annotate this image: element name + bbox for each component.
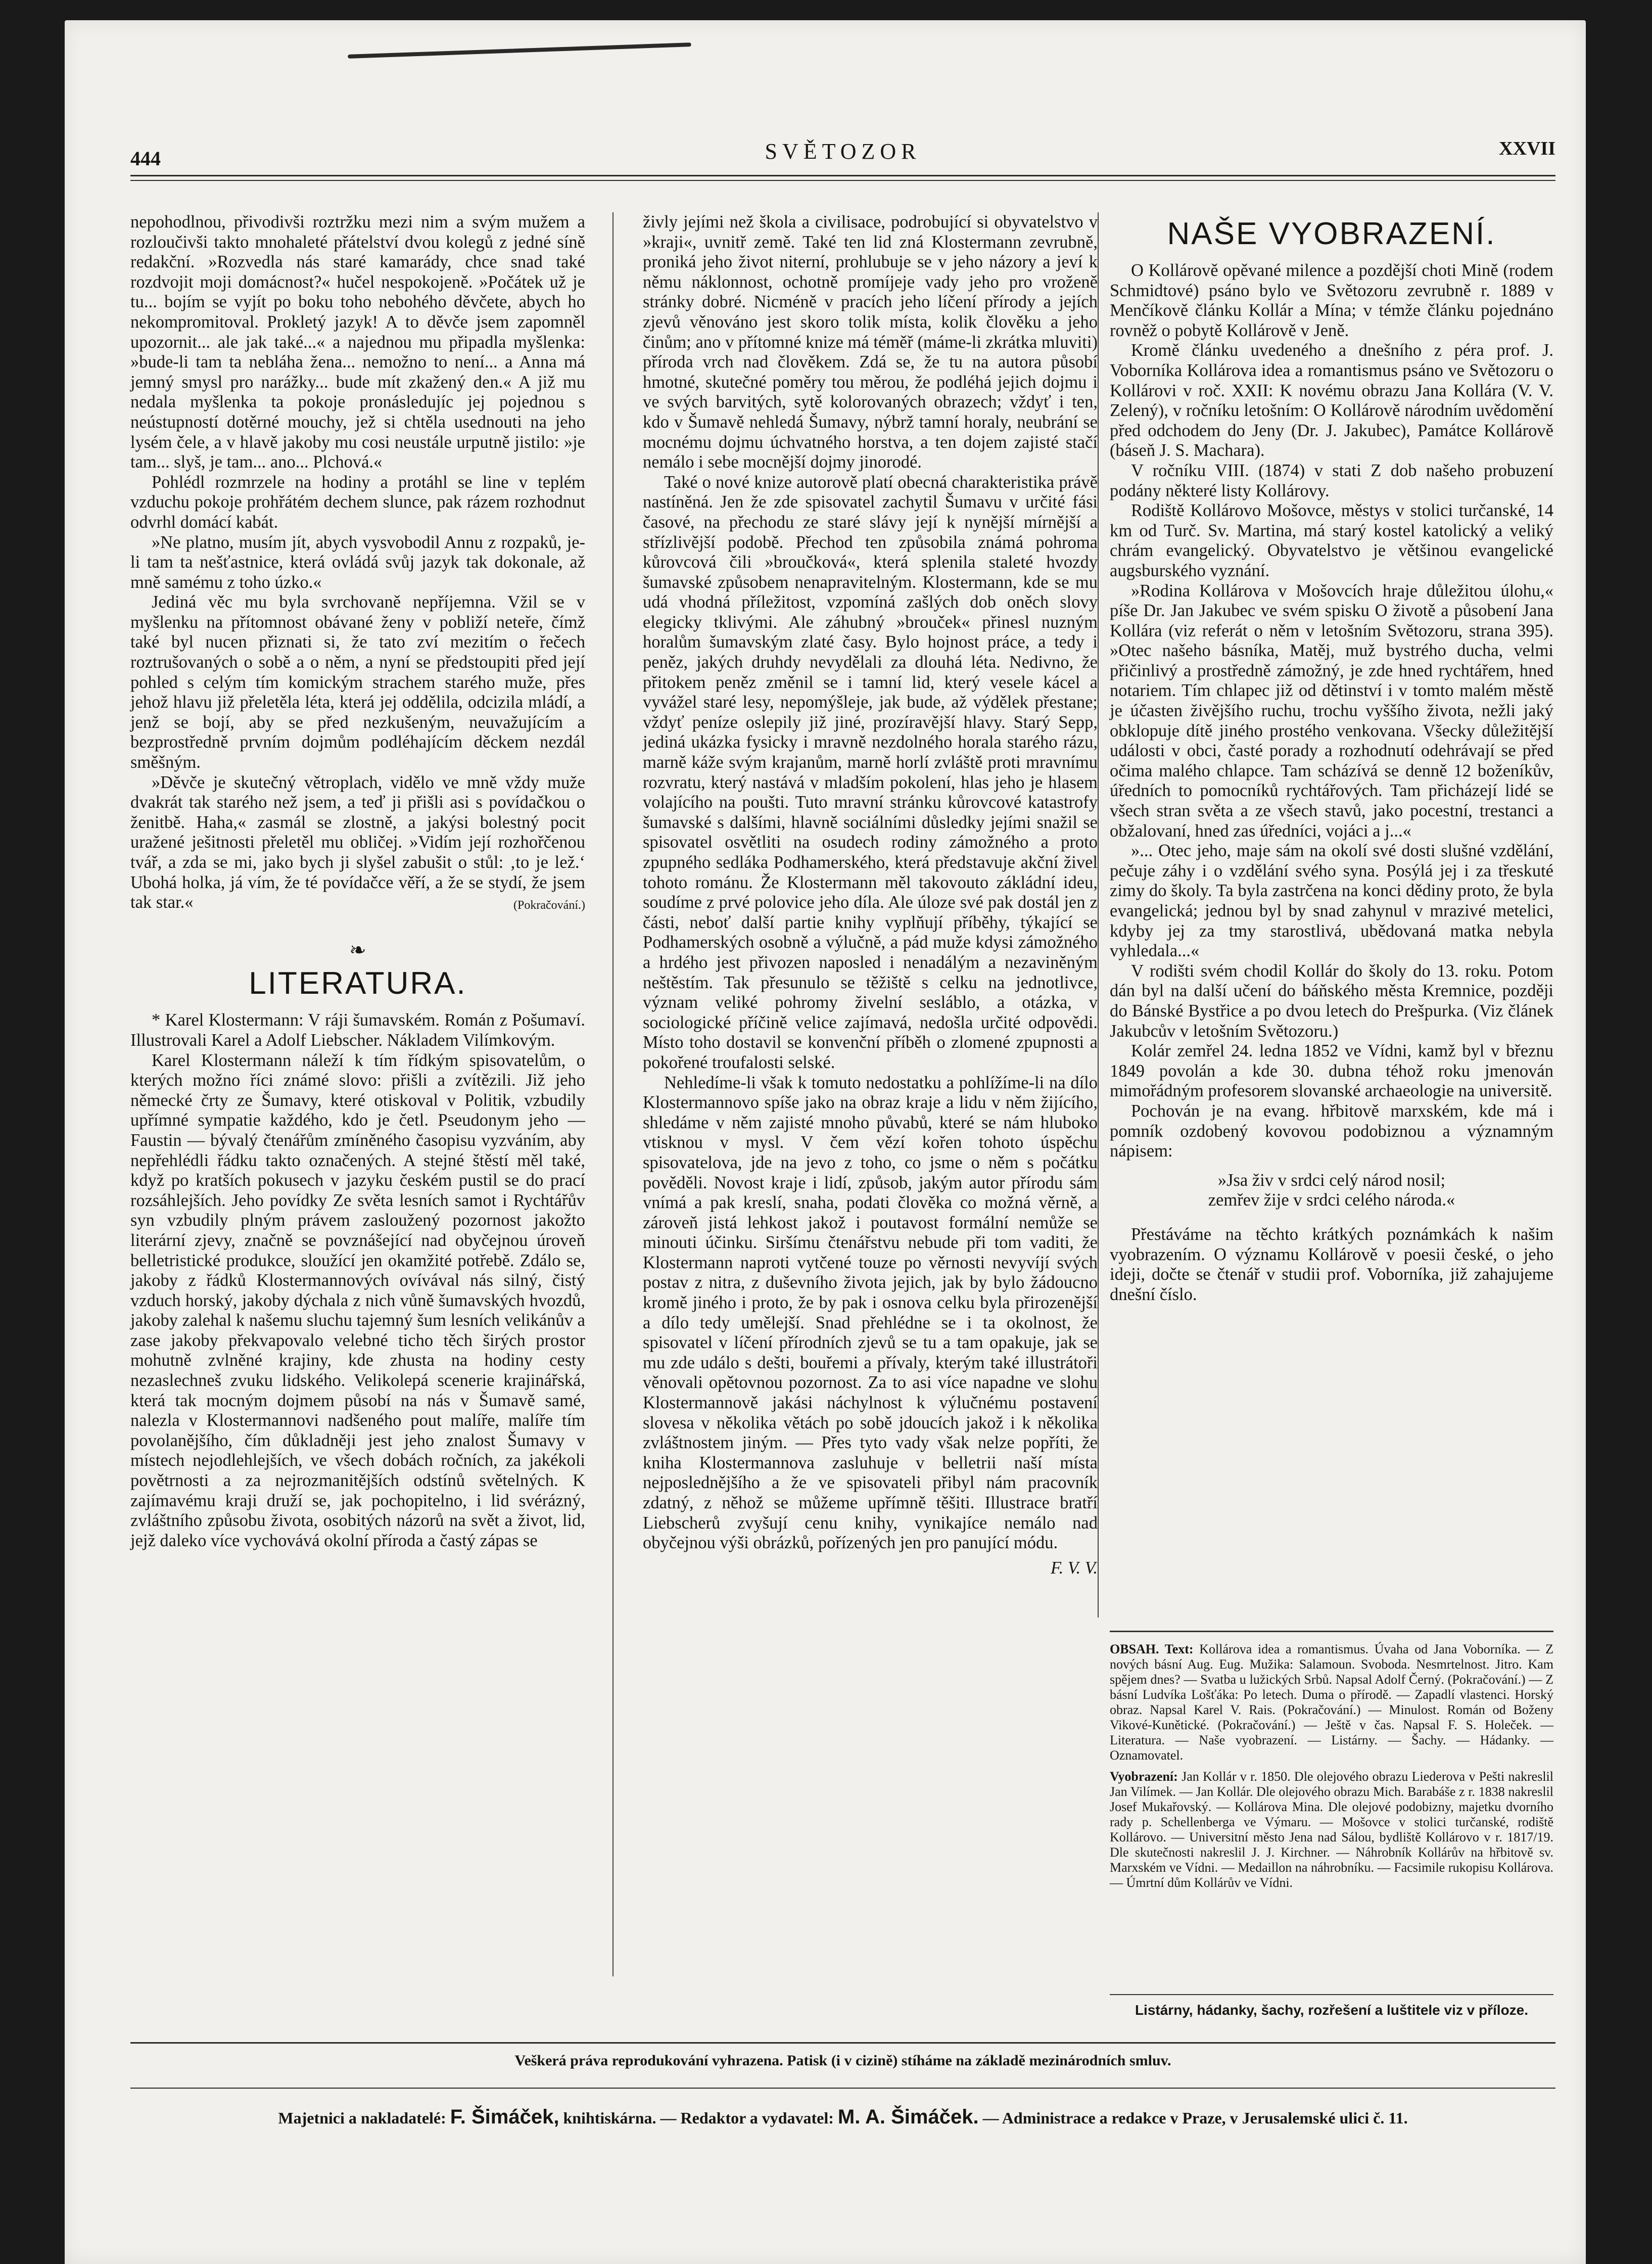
- contents-list: Kollárova idea a romantismus. Úvaha od Jana Voborníka. — Z nových básní Aug. Eug. Mužika: Salamoun. Svoboda. Nesmrtelnost. Jitro. Kam spějem dnes? — Svatba u lužických Srbů. Napsal Adolf Černý. (Pokračování.) — Z básní Ludvíka Lošťáka: Po letech. Duma o přírodě. — Zapadlí vlastenci. Horský obraz. Napsal Karel V. Rais. (Pokračování.) — Minulost. Román od Boženy Vikové-Kunětické. (Pokračování.) — Ještě v čas. Napsal F. S. Holeček. — Literatura. — Naše vyobrazení. — Listárny. — Šachy. — Hádanky. — Oznamovatel.: [1110, 1642, 1554, 1763]
- left-paragraph: nepohodlnou, přivodivši roztržku mezi nim a svým mužem a rozloučivši takto mnohaleté přátelství dvou kolegů z jedné síně redakční. »Rozvedla nás staré kamarády, chce snad také rozdvojit moji domácnost?« hučel nespokojeně. »Počátek už je tu... bojím se vyjít po boku toho nebohého děvčete, abych ho nekompromitoval. Prokletý jazyk! A to děvče jsem zapomněl upozornit... ale jak také...« a najednou mu připadla myšlenka: »bude-li tam ta nebláha žena... nemožno to není... a Anna má jemný smysl pro narážky... bude mít zkažený den.« A již mu nedala myšlenka ta pokoje pronásledujíc jej pojednou s neústupností dotěrné mouchy, jež si chtěla usednouti na jeho lysém čele, a v hlavě jakoby mu cosi neustále urputně jistilo: »je tam... slyš, je tam... ano... Plchová.«: [130, 212, 585, 472]
- address: — Administrace a redakce v Praze, v Jerusalemské ulici č. 11.: [982, 2109, 1408, 2127]
- column-divider-right: [1098, 212, 1099, 1618]
- page-number: 444: [130, 147, 161, 170]
- review-paragraph: Karel Klostermann náleží k tím řídkým spisovatelům, o kterých možno říci známé slovo: přišli a zvítězili. Již jeho německé črty ze Šumavy, které otiskoval v Politik, vzbudily upřímné sympatie každého, kdo je četl. Pseudonym jeho — Faustin — bývalý čtenářům zmíněného časopisu vyzváním, aby nepřehlédli řádku takto označených. A stejné štěstí měl také, když po kratších pokusech v jazyku českém pustil se do prací rozsáhlejších. Jeho povídky Ze světa lesních samot i Rychtářův syn vzbudily plným právem zasloužený pozornost jakožto literární zjevy, značně se povznášející nad obyčejnou úroveň belletristické produkce, sloužící jen okamžité potřebě. Zdálo se, jakoby z řádků Klostermannových ovívával nás silný, čistý vzduch horský, jakoby dýchala z nich vůně šumavských hvozdů, jakoby zalehal k našemu sluchu tajemný šum lesních velikánův a zase jakoby překvapovalo velebné ticho těch širých prostor mohutně zvlněné krajiny, kde zhusta na hodiny cesty nezaslechneš zvuku lidského. Velikolepá scenerie krajinářská, která tak mocným dojmem působí na nás v Šumavě samé, nalezla v Klostermannovi nadšeného pout malíře, malíře tím povolanějšího, čím důkladněji jest jeho znalost Šumavy v místech nejodlehlejších, ve všech dobách ročních, za jakékoli povětrnosti a za nejrozmanitějších odstínů světelných. K zajímavému kraji druží se, jak pochopitelno, i lid svérázný, zvláštního způsobu života, osobitých názorů na svět a život, lid, jejž daleko více vychovává okolní příroda a častý zápas se: [130, 1050, 585, 1550]
- illustration-paragraph: »Rodina Kollárova v Mošovcích hraje důležitou úlohu,« píše Dr. Jan Jakubec ve svém spisku O životě a působení Jana Kollára (viz referát o něm v letošním Světozoru, strana 395). »Otec našeho básníka, Matěj, muž bystrého ducha, velmi přičinlivý a prostředně zámožný, je zde hned rychtářem, hned notariem. Tím chlapec již od dětinství i v tomto malém městě je účasten živějšího ruchu, trochu vyššího života, nežli jaký obklopuje dítě jiného prostého venkovana. Všecky důležitější události v obci, časté porady a rozhodnutí odehrávají se před očima malého chlapce. Tam scházívá se denně 12 boženíkův, úředních to pomocníků rychtářových. Tam přicházejí lidé se všech stran světa a ze všech stavů, jako pocestní, trestanci a obžalovaní, hned zas úředníci, vojáci a j...«: [1110, 581, 1553, 841]
- left-paragraph: »Ne platno, musím jít, abych vysvobodil Annu z rozpaků, je-li tam ta nešťastnice, která ovládá svůj jazyk tak dokonale, až mně samému z toho úzko.«: [130, 532, 585, 592]
- header-rule-thin: [130, 180, 1555, 181]
- contents-rule: [1110, 1631, 1553, 1632]
- publisher-rest: knihtiskárna. — Redaktor a vydavatel:: [563, 2109, 834, 2127]
- publisher-label: Majetnici a nakladatelé:: [278, 2109, 446, 2127]
- publisher-name: F. Šimáček,: [450, 2106, 559, 2128]
- page-header: [130, 130, 1555, 171]
- illustration-paragraph: V ročníku VIII. (1874) v stati Z dob našeho probuzení podány některé listy Kollárovy.: [1110, 460, 1553, 500]
- contents-label: OBSAH. Text:: [1110, 1642, 1194, 1656]
- supplement-note: Listárny, hádanky, šachy, rozřešení a luštitele viz v příloze.: [1135, 2002, 1529, 2018]
- contents-text: [1110, 1642, 1553, 1763]
- continuation-note: (Pokračování.): [513, 899, 585, 912]
- middle-column: [643, 212, 1098, 1578]
- illustration-paragraph: »... Otec jeho, maje sám na okolí své dosti slušné vzdělání, pečuje záhy i o vzdělání svého syna. Posýlá jej i za třeskuté zimy do školy. Ta byla zastrčena na konci dědiny proto, že byla evangelická; jednou byl by snad zahynul v mrazivé meteliсi, kdyby jej za tmy starostlivá, ubědovaná matka nebyla vyhledala...«: [1110, 841, 1553, 961]
- closing-paragraph: Přestáváme na těchto krátkých poznámkách k našim vyobrazením. O významu Kollárově v poesii české, o jeho ideji, dočte se čtenář v studii prof. Voborníka, již zahajujeme dnešní číslo.: [1110, 1224, 1553, 1304]
- left-paragraph-text: »Děvče je skutečný větroplach, vidělo ve mně vždy muže dvakrát tak starého než jsem, a teď ji přišli asi s povídačkou o ženitbě. Haha,« zasmál se zlostně, a jakýsi bolestný pocit uražené ješitnosti přeletěl mu obličej. »Vidím její rozhořčenou tvář, a zda se mi, jako bych ji slyšel zabušit o stůl: ‚to je lež.‘ Ubohá holka, já vím, že té povídačce věří, a že se stydí, že jsem tak star.«: [130, 772, 585, 912]
- review-paragraph: živly jejími než škola a civilisace, podrobující si obyvatelstvo v »kraji«, uvnitř země. Také ten lid zná Klostermann zevrubně, proniká jeho život niterní, prohlubuje se v jeho názory a jeví k němu náklonnost, ochotně promíjeje vady jeho pro vroženě stránky dobré. Nicméně v pracích jeho líčení přírody a jejích zjevů věnováno jest skoro tolik místa, kolik člověku a jeho činům; ano v přítomné knize má téměř (máme-li zkrátka mluviti) příroda vrch nad člověkem. Zdá se, že tu na autora působí hmotné, skutečné poměry tou měrou, že podléhá jejich dojmu i ve svých barvitých, sytě kolorovaných obrazech; vždyť i ten, kdo v Šumavě nehledá Šumavy, nýbrž tamní horaly, neubrání se mocnému dojmu úchvatného horstva, a ten dojem zajisté stačí nemálo i sebe mocnější dojmy jinorodé.: [643, 212, 1098, 472]
- footer-rule-top: [130, 2042, 1555, 2044]
- editor-name: M. A. Šimáček.: [837, 2106, 979, 2128]
- fleuron-ornament: ❧: [349, 938, 366, 961]
- left-paragraph: Jediná věc mu byla svrchovaně nepříjemna. Vžil se v myšlenku na přítomnost obávané ženy v pobliží neteře, čímž také byl nucen přiznati si, že tato zví mezitím o řečech roztrušovaných o sobě a o něm, a nyní se předstoupiti před její pohled s celým tím komickým strachem starého muže, přes jehož hlavu již přeletěla léta, která jej oddělila, odcizila mládí, a jenž se bojí, aby se před nezkušeným, neuvažujícím a bezprostředně prvním dojmům podléhajícím děckem nezdál směšným.: [130, 592, 585, 772]
- left-column: [130, 212, 585, 1551]
- illustration-paragraph: Kolár zemřel 24. ledna 1852 ve Vídni, kamž byl v březnu 1849 povolán a kde 30. dubna téhož roku jmenován mimořádným profesorem slovanské archaeologie na universitě.: [1110, 1041, 1553, 1101]
- right-column: [1110, 212, 1553, 1305]
- epitaph-line: zemřev žije v srdci celého národa.«: [1208, 1190, 1455, 1210]
- illustration-paragraph: Rodiště Kollárovo Mošovce, městys v stolici turčanské, 14 km od Turč. Sv. Martina, má starý kostel katolický a veliký chrám evangelický. Obyvatelstvo je většinou evangelické augsburského vyznání.: [1110, 501, 1553, 580]
- contents-bottom-rule: [1110, 1994, 1553, 1995]
- review-signature: F. V. V.: [1050, 1558, 1098, 1578]
- nase-vyobrazeni-heading: NAŠE VYOBRAZENÍ.: [1167, 216, 1496, 251]
- footer-rule-mid: [130, 2088, 1555, 2089]
- review-paragraph: Také o nové knize autorově platí obecná charakteristika právě nastíněná. Jen že zde spisovatel zachytil Šumavu v určité fási časové, na přechodu ze staré slávy její k nynější mírnější a střízlivější podobě. Přechod ten způsobila známá pohroma kůrovcová čili »broučková«, která splenila staleté hvozdy šumavské způsobem nenapravitelným. Klostermann, kde se mu udá vhodná příležitost, vzpomíná zašlých dob oněch slovy elegicky tklivými. Ale záhubný »brouček« přinesl nuzným horalům šumavským zlaté časy. Bylo hojnost práce, a tedy i peněz, jakých druhdy nevydělali za dlouhá léta. Nedivno, že přitokem peněz změnil se i tamní lid, který vesele kácel a vyvážel staré lesy, nepomýšleje, jak bude, až výdělek přestane; vždyť peníze oslepily již jiné, prozíravější hlavy. Starý Sepp, jediná ukázka fysicky i mravně nezdolného horala starého rázu, marně káže svým krajanům, marně horlí zvláště proti mravnímu rozvratu, který nastává v mladším pokolení, hlas jeho je hlasem volajícího na poušti. Tuto mravní stránku kůrovcové katastrofy šumavské s dalšími, hlavně sociálními důsledky jejími snažil se spisovatel osvětliti na osudech rodiny zámožného a proto zpupného sedláka Podhamerského, která představuje akční živel tohoto románu. Že Klostermann měl takovouto zákládní ideu, soudíme z prvé polovice jeho díla. Ale úloze své pak dostál jen z části, neboť další partie knihy vyplňují příběhy, týkající se Podhamerských osobně a výlučně, a pád muže kdysi zámožného a hrdého jest přivozen naposled i nenadálým a nezaviněným neštěstím. Tak přesunulo se těžiště s celku na jednotlivce, význam veliké pohromy živelní sesláblo, a otázka, v sociologické příčině velice zajímavá, nedošla určité odpovědi. Místo toho dostavil se konvenční příběh o zlomené zpupnosti a pokořené troufalosti selské.: [643, 472, 1098, 1072]
- epitaph-line: »Jsa živ v srdci celý národ nosil;: [1217, 1170, 1446, 1190]
- images-label: Vyobrazení:: [1110, 1769, 1178, 1784]
- book-citation: * Karel Klostermann: V ráji šumavském. Román z Pošumaví. Illustrovali Karel a Adolf Liebscher. Nákladem Vilímkovým.: [130, 1010, 585, 1050]
- illustration-paragraph: Kromě článku uvedeného a dnešního z péra prof. J. Voborníka Kollárova idea a romantismus psáno ve Světozoru o Kollárovi v roč. XXII: K novému obrazu Jana Kollára (V. V. Zelený), v ročníku letošním: O Kollárově národním uvědomění před odchodem do Jeny (Dr. J. Jakubec), Památce Kollárově (báseň J. S. Machara).: [1110, 341, 1553, 460]
- review-paragraph: Nehledíme-li však k tomuto nedostatku a pohlížíme-li na dílo Klostermannovo spíše jako na obraz kraje a lidu v něm žijícího, shledáme v něm zajisté mnoho půvabů, které se nám hluboko vtisknou v mysl. V čem vězí kořen tohoto úspěchu spisovatelova, jde na jevo z toho, co jsme o něm s počátku pověděli. Novost kraje i lidí, způsob, jakým autor přírodu sám vnímá a pak kreslí, snaha, podati člověka co možná věrně, a zároveň jistá lehkost jakož i poutavost formální nemůže se minouti účinku. Siršímu čtenářstvu nebude při tom vaditi, že Klostermann naproti vytčené touze po věrnosti nevyvíjí svých postav z nitra, z duševního života jejich, jak by bylo žádoucno kromě jiného i proto, že by pak i osnova celku byla přirozenější a dílo tedy umělejší. Snad přehlédne se i ta okolnost, že spisovatel v líčení přírodních zjevů se tu a tam opakuje, jak se mu zde událo s dešti, bouřemi a přívaly, kterým také illustrátoři věnovali opětovnou pozornost. Za to asi více napadne ve slohu Klostermannově jakási náchylnost k výlučnému postavení slovesa v několika větách po sobě jdoucích jakož i k několika zvláštnostem jiným. — Přes tyto vady však nelze popříti, že kniha Klostermannova zasluhuje v belletrii naší místa nejposlednějšího a že ve spisovateli přibyl nám pracovník zdatný, z něhož se můžeme upřímně těšiti. Illustrace bratří Liebscherů zvyšují cenu knihy, vynikajíce nemálo nad obyčejnou výši obrázků, pořízených jen pro panující módu.: [643, 1073, 1098, 1553]
- header-rule: [130, 175, 1555, 176]
- volume-number: XXVII: [1499, 138, 1555, 159]
- imprint: [130, 2106, 1555, 2129]
- left-paragraph: Pohlédl rozmrzele na hodiny a protáhl se line v teplém vzduchu pokoje prohřátém dechem slunce, pak rázem rozhodnut odvrhl domácí kabát.: [130, 472, 585, 532]
- contents-images: [1110, 1769, 1553, 1890]
- illustration-paragraph: V rodišti svém chodil Kollár do školy do 13. roku. Potom dán byl na další učení do báňského města Kremnice, později do Bánské Bystřice a po dvou letech do Prešpurka. (Viz článek Jakubcův v letošním Světozoru.): [1110, 961, 1553, 1041]
- literatura-heading: LITERATURA.: [249, 966, 467, 1001]
- images-list: Jan Kollár v r. 1850. Dle olejového obrazu Liederova v Pešti nakreslil Jan Vilímek. — Jan Kollár. Dle olejového obrazu Mich. Barabáše z r. 1838 nakreslil Josef Mukařovský. — Kollárova Mina. Dle olejové podobizny, majetku dvorního rady p. Schellenberga ve Výmaru. — Mošovce v stolici turčanské, rodiště Kollárovo. — Universitní město Jena nad Sálou, bydliště Kollárovo v r. 1817/19. Dle skutečnosti nakreslil J. J. Kirchner. — Náhrobník Kollárův na hřbitově sv. Marxském ve Vídni. — Medaillon na náhrobníku. — Facsimile rukopisu Kollárova. — Úmrtní dům Kollárův ve Vídni.: [1110, 1769, 1554, 1890]
- rights-notice: Veškerá práva reprodukování vyhrazena. Patisk (i v cizině) stíháme na základě mezinárodních smluv.: [514, 2052, 1171, 2069]
- magazine-title: SVĚTOZOR: [765, 139, 921, 164]
- illustration-paragraph: O Kollárově opěvané milence a pozdější choti Mině (rodem Schmidtové) psáno bylo ve Světozoru zevrubně r. 1889 v Menčíkově článku Kollár a Mína; v témže článku pojednáno rovněž o pobytě Kollárově v Jeně.: [1110, 261, 1553, 340]
- column-divider-left: [612, 212, 613, 1976]
- table-of-contents: [1110, 1642, 1553, 1897]
- epitaph-quote: [1110, 1171, 1553, 1211]
- illustration-paragraph: Pochován je na evang. hřbitově marxském, kde má i pomník ozdobený kovovou podobiznou a významným nápisem:: [1110, 1101, 1553, 1161]
- left-paragraph: [130, 773, 585, 913]
